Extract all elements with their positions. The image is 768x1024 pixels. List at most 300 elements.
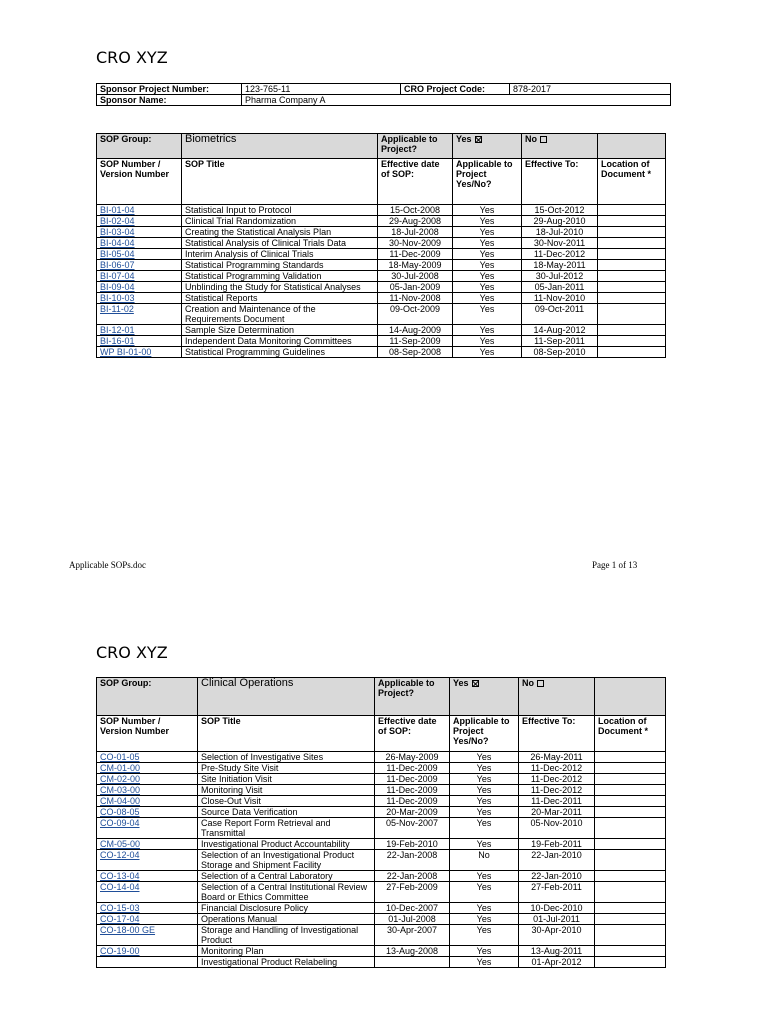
sop-number-link[interactable]: BI-09-04: [100, 282, 135, 292]
applicable-value: Yes: [476, 763, 492, 773]
effective-to-date: 18-May-2011: [533, 260, 586, 270]
table-row: [97, 249, 666, 260]
effective-to-date-cell: [522, 260, 598, 271]
sponsor-name-label: Sponsor Name:: [97, 95, 242, 106]
applicable-value: Yes: [479, 304, 495, 314]
sop-title: Statistical Programming Validation: [185, 271, 322, 281]
effective-to-date: 01-Apr-2012: [531, 957, 582, 967]
location-cell: [598, 304, 666, 325]
sop-title-cell: [182, 249, 378, 260]
table-row: [97, 807, 666, 818]
sop-number-link-cell: [97, 325, 182, 336]
sop-number-link[interactable]: BI-03-04: [100, 227, 135, 237]
sponsor-table: [96, 83, 671, 106]
sop-title-cell: [198, 957, 375, 968]
effective-to-date-cell: [519, 850, 595, 871]
applicable-value: Yes: [476, 807, 492, 817]
location-cell: [598, 347, 666, 358]
sop-number-link-cell: [97, 850, 198, 871]
effective-to-date-cell: [522, 216, 598, 227]
col-sop-number: SOP Number / Version Number: [97, 716, 198, 752]
effective-date-cell: [378, 293, 453, 304]
sop-number-link[interactable]: BI-10-03: [100, 293, 135, 303]
effective-date-cell: [378, 304, 453, 325]
effective-to-date: 11-Dec-2012: [530, 763, 583, 773]
effective-date-cell: [378, 249, 453, 260]
applicable-value: Yes: [476, 774, 492, 784]
effective-date-cell: [378, 227, 453, 238]
effective-to-date-cell: [522, 227, 598, 238]
effective-to-date: 19-Feb-2011: [531, 839, 582, 849]
table-row: [97, 850, 666, 871]
effective-date: 30-Apr-2007: [386, 925, 438, 935]
sop-number-link[interactable]: CO-19-00: [100, 946, 140, 956]
table-row: [97, 260, 666, 271]
location-cell: [598, 249, 666, 260]
effective-date: 18-Jul-2008: [391, 227, 439, 237]
effective-date-cell: [375, 914, 450, 925]
location-cell: [595, 807, 666, 818]
sop-group-name: Clinical Operations: [198, 678, 375, 716]
effective-date-cell: [378, 347, 453, 358]
applicable-value-cell: [453, 336, 522, 347]
sop-title: Selection of Investigative Sites: [201, 752, 324, 762]
effective-date-cell: [375, 903, 450, 914]
col-location: Location of Document *: [595, 716, 666, 752]
applicable-value-cell: [450, 763, 519, 774]
footer-page-number: Page 1 of 13: [592, 560, 638, 570]
applicable-value: Yes: [479, 271, 495, 281]
yes-label: Yes: [456, 134, 472, 144]
sop-number-link-cell: [97, 293, 182, 304]
sop-title: Statistical Input to Protocol: [185, 205, 292, 215]
col-effective-to: Effective To:: [519, 716, 595, 752]
cro-project-code-label: CRO Project Code:: [401, 84, 510, 95]
effective-to-date: 30-Nov-2011: [533, 238, 586, 248]
sop-number-link[interactable]: CM-03-00: [100, 785, 141, 795]
location-cell: [595, 882, 666, 903]
effective-date: 11-Dec-2009: [386, 785, 438, 795]
sop-title-cell: [198, 796, 375, 807]
table-row: [97, 282, 666, 293]
effective-to-date: 22-Jan-2010: [531, 850, 582, 860]
effective-date: 15-Oct-2008: [389, 205, 441, 215]
effective-date: 30-Nov-2009: [388, 238, 442, 248]
sop-title: Close-Out Visit: [201, 796, 261, 806]
sop-number-link[interactable]: CO-15-03: [100, 903, 140, 913]
sop-number-link-cell: [97, 752, 198, 763]
sop-number-link-cell: [97, 227, 182, 238]
sop-title: Unblinding the Study for Statistical Analyses: [185, 282, 361, 292]
page-title: CRO XYZ: [96, 643, 168, 662]
col-effective-to: Effective To:: [522, 159, 598, 205]
sop-number-link[interactable]: CO-08-05: [100, 807, 140, 817]
effective-to-date-cell: [519, 774, 595, 785]
sop-title-cell: [182, 227, 378, 238]
applicable-value: Yes: [476, 752, 492, 762]
table-row: [97, 818, 666, 839]
effective-date-cell: [375, 774, 450, 785]
effective-to-date: 18-Jul-2010: [535, 227, 584, 237]
sop-title: Creating the Statistical Analysis Plan: [185, 227, 332, 237]
applicable-value-cell: [453, 260, 522, 271]
sop-title-cell: [182, 282, 378, 293]
location-cell: [595, 903, 666, 914]
footer-filename: Applicable SOPs.doc: [69, 560, 146, 570]
effective-date-cell: [375, 946, 450, 957]
applicable-value: Yes: [479, 249, 495, 259]
applicable-value-cell: [453, 271, 522, 282]
sop-title: Sample Size Determination: [185, 325, 295, 335]
effective-date-cell: [375, 957, 450, 968]
sop-number-link-cell: [97, 882, 198, 903]
effective-to-date-cell: [519, 807, 595, 818]
location-cell: [595, 785, 666, 796]
sop-table-biometrics: [96, 133, 666, 358]
effective-date: 09-Oct-2009: [389, 304, 441, 314]
sop-title: Statistical Programming Guidelines: [185, 347, 326, 357]
sop-number-link-cell: [97, 903, 198, 914]
effective-date: 29-Aug-2008: [388, 216, 442, 226]
effective-to-date-cell: [519, 785, 595, 796]
effective-to-date-cell: [522, 293, 598, 304]
effective-to-date: 09-Oct-2011: [534, 304, 585, 314]
effective-date: 11-Dec-2009: [386, 763, 438, 773]
applicable-value-cell: [453, 227, 522, 238]
sop-number-link[interactable]: BI-06-07: [100, 260, 135, 270]
effective-date-cell: [375, 807, 450, 818]
effective-date-cell: [375, 818, 450, 839]
sop-number-link[interactable]: CO-18-00 GE: [100, 925, 156, 935]
sop-title-cell: [198, 807, 375, 818]
effective-to-date: 13-Aug-2011: [530, 946, 583, 956]
applicable-value-cell: [450, 839, 519, 850]
location-cell: [598, 336, 666, 347]
sop-number-link[interactable]: CO-14-04: [100, 882, 140, 892]
effective-to-date: 01-Jul-2011: [533, 914, 580, 924]
applicable-value-cell: [453, 249, 522, 260]
applicable-value-cell: [453, 216, 522, 227]
table-row: [97, 293, 666, 304]
applicable-value: Yes: [479, 336, 495, 346]
effective-date-cell: [378, 216, 453, 227]
sop-number-link-cell: [97, 216, 182, 227]
effective-to-date-cell: [519, 946, 595, 957]
sop-title: Clinical Trial Randomization: [185, 216, 297, 226]
checked-box-icon: [472, 680, 479, 687]
applicable-value-cell: [450, 871, 519, 882]
effective-to-date: 11-Dec-2011: [531, 796, 582, 806]
sop-title: Monitoring Visit: [201, 785, 263, 795]
applicable-value: Yes: [479, 205, 495, 215]
applicable-value-cell: [453, 304, 522, 325]
applicable-value-cell: [450, 914, 519, 925]
applicable-value-cell: [453, 293, 522, 304]
sop-number-link[interactable]: CM-02-00: [100, 774, 141, 784]
table-row: [97, 227, 666, 238]
effective-date-cell: [378, 282, 453, 293]
sop-title: Investigational Product Accountability: [201, 839, 350, 849]
effective-date: 11-Dec-2009: [389, 249, 441, 259]
sop-number-link-cell: [97, 260, 182, 271]
col-sop-title: SOP Title: [198, 716, 375, 752]
unchecked-box-icon: [540, 136, 547, 143]
effective-to-date-cell: [522, 282, 598, 293]
effective-to-date-cell: [519, 957, 595, 968]
applicable-value-cell: [450, 957, 519, 968]
sop-number-link[interactable]: BI-16-01: [100, 336, 135, 346]
sop-number-link[interactable]: CM-05-00: [100, 839, 141, 849]
effective-to-date-cell: [522, 336, 598, 347]
location-cell: [595, 818, 666, 839]
location-cell: [598, 260, 666, 271]
table-row: [97, 216, 666, 227]
sop-title-cell: [182, 336, 378, 347]
col-effective-date: Effective date of SOP:: [375, 716, 450, 752]
applicable-label: Applicable to Project?: [375, 678, 450, 716]
table-row: [97, 271, 666, 282]
table-row: [97, 882, 666, 903]
effective-date-cell: [375, 850, 450, 871]
table-row: [97, 914, 666, 925]
effective-date: 14-Aug-2009: [388, 325, 442, 335]
sop-title: Operations Manual: [201, 914, 278, 924]
table-row: [97, 903, 666, 914]
effective-date: 11-Nov-2008: [389, 293, 441, 303]
sop-title: Financial Disclosure Policy: [201, 903, 309, 913]
sop-group-label: SOP Group:: [97, 678, 198, 716]
effective-to-date: 29-Aug-2010: [533, 216, 586, 226]
sop-number-link[interactable]: CM-04-00: [100, 796, 141, 806]
location-cell: [598, 293, 666, 304]
applicable-value-cell: [450, 796, 519, 807]
yes-option: [450, 678, 519, 716]
effective-date-cell: [378, 238, 453, 249]
location-cell: [595, 752, 666, 763]
applicable-value-cell: [453, 282, 522, 293]
effective-to-date: 11-Dec-2012: [530, 774, 583, 784]
unchecked-box-icon: [537, 680, 544, 687]
sop-number-link[interactable]: BI-07-04: [100, 271, 135, 281]
yes-option: [453, 134, 522, 159]
location-cell: [595, 946, 666, 957]
applicable-value: Yes: [476, 839, 492, 849]
effective-to-date-cell: [522, 347, 598, 358]
sop-number-link[interactable]: CM-01-00: [100, 763, 141, 773]
applicable-value: Yes: [476, 925, 492, 935]
applicable-label: Applicable to Project?: [378, 134, 453, 159]
sop-number-link-cell: [97, 282, 182, 293]
effective-date: 18-May-2009: [388, 260, 442, 270]
applicable-value: No: [478, 850, 490, 860]
applicable-value: Yes: [479, 216, 495, 226]
effective-to-date-cell: [519, 752, 595, 763]
sop-number-link[interactable]: CO-12-04: [100, 850, 140, 860]
table-row: [97, 871, 666, 882]
applicable-value: Yes: [479, 325, 495, 335]
sop-title: Statistical Programming Standards: [185, 260, 324, 270]
sop-table-clinical-operations: [96, 677, 666, 968]
effective-date-cell: [378, 325, 453, 336]
table-row: [97, 336, 666, 347]
location-cell: [595, 774, 666, 785]
sop-number-link-cell: [97, 785, 198, 796]
sop-title-cell: [198, 763, 375, 774]
location-cell: [598, 282, 666, 293]
effective-to-date-cell: [519, 914, 595, 925]
effective-date: 13-Aug-2008: [385, 946, 439, 956]
effective-to-date: 30-Jul-2012: [535, 271, 584, 281]
effective-date-cell: [378, 271, 453, 282]
sop-number-link[interactable]: BI-02-04: [100, 216, 135, 226]
table-row: [97, 347, 666, 358]
sop-number-link[interactable]: BI-12-01: [100, 325, 135, 335]
sop-title: Case Report Form Retrieval and Transmittal: [201, 818, 331, 838]
sop-title-cell: [182, 271, 378, 282]
location-cell: [595, 871, 666, 882]
effective-to-date-cell: [519, 839, 595, 850]
location-cell: [598, 227, 666, 238]
applicable-value: Yes: [476, 946, 492, 956]
sop-title-cell: [182, 216, 378, 227]
sop-number-link-cell: [97, 238, 182, 249]
applicable-value-cell: [450, 882, 519, 903]
yes-label: Yes: [453, 678, 469, 688]
sop-title-cell: [182, 347, 378, 358]
applicable-value-cell: [450, 807, 519, 818]
cro-project-code: 878-2017: [510, 84, 671, 95]
effective-to-date: 30-Apr-2010: [531, 925, 582, 935]
sop-number-link[interactable]: BI-05-04: [100, 249, 135, 259]
applicable-value: Yes: [476, 871, 492, 881]
effective-to-date-cell: [522, 304, 598, 325]
sop-number-link-cell: [97, 336, 182, 347]
effective-date-cell: [375, 839, 450, 850]
effective-to-date: 05-Jan-2011: [534, 282, 585, 292]
sop-number-link-cell: [97, 774, 198, 785]
applicable-value: Yes: [476, 957, 492, 967]
location-cell: [595, 850, 666, 871]
table-row: [97, 946, 666, 957]
sop-title-cell: [182, 304, 378, 325]
sop-title: Selection of a Central Institutional Review Board or Ethics Committee: [201, 882, 368, 902]
effective-to-date: 10-Dec-2010: [530, 903, 583, 913]
location-cell: [598, 325, 666, 336]
effective-to-date: 14-Aug-2012: [533, 325, 586, 335]
effective-to-date: 20-Mar-2011: [531, 807, 582, 817]
effective-to-date: 11-Dec-2012: [533, 249, 586, 259]
location-cell: [598, 238, 666, 249]
sop-title-cell: [182, 325, 378, 336]
sop-title: Monitoring Plan: [201, 946, 264, 956]
effective-date: 20-Mar-2009: [386, 807, 438, 817]
applicable-value: Yes: [479, 282, 495, 292]
sop-number-link[interactable]: BI-01-04: [100, 205, 135, 215]
applicable-value-cell: [453, 205, 522, 216]
location-cell: [595, 796, 666, 807]
effective-to-date: 05-Nov-2010: [530, 818, 583, 828]
effective-date: 19-Feb-2010: [386, 839, 438, 849]
sop-title-cell: [198, 839, 375, 850]
sop-number-link[interactable]: CO-01-05: [100, 752, 140, 762]
effective-to-date-cell: [522, 249, 598, 260]
sop-title-cell: [198, 871, 375, 882]
applicable-value: Yes: [476, 818, 492, 828]
sop-number-link-cell: [97, 914, 198, 925]
applicable-value: Yes: [479, 293, 495, 303]
effective-date: 05-Nov-2007: [385, 818, 439, 828]
sop-title-cell: [182, 260, 378, 271]
effective-to-date-cell: [519, 882, 595, 903]
sop-number-link[interactable]: CO-17-04: [100, 914, 140, 924]
effective-date-cell: [375, 763, 450, 774]
applicable-value-cell: [450, 774, 519, 785]
effective-date-cell: [375, 882, 450, 903]
effective-date: 11-Sep-2009: [389, 336, 441, 346]
sop-group-label: SOP Group:: [97, 134, 182, 159]
applicable-value: Yes: [476, 903, 492, 913]
effective-to-date: 27-Feb-2011: [531, 882, 582, 892]
table-row: [97, 839, 666, 850]
sop-title: Storage and Handling of Investigational Product: [201, 925, 359, 945]
location-cell: [598, 271, 666, 282]
effective-date-cell: [378, 205, 453, 216]
sop-group-name: Biometrics: [182, 134, 378, 159]
applicable-value-cell: [450, 925, 519, 946]
table-row: [97, 325, 666, 336]
applicable-value-cell: [450, 903, 519, 914]
effective-date-cell: [378, 336, 453, 347]
table-row: [97, 205, 666, 216]
col-applicable: Applicable to Project Yes/No?: [453, 159, 522, 205]
applicable-value-cell: [453, 238, 522, 249]
sop-number-link[interactable]: BI-04-04: [100, 238, 135, 248]
effective-date-cell: [375, 785, 450, 796]
effective-to-date: 08-Sep-2010: [533, 347, 586, 357]
sop-number-link[interactable]: BI-11-02: [100, 304, 134, 314]
sop-number-link[interactable]: CO-13-04: [100, 871, 140, 881]
sop-title-cell: [198, 946, 375, 957]
sop-title-cell: [198, 850, 375, 871]
location-cell: [598, 216, 666, 227]
location-cell: [595, 925, 666, 946]
effective-date: 01-Jul-2008: [388, 914, 436, 924]
sop-title: Statistical Analysis of Clinical Trials Data: [185, 238, 347, 248]
effective-to-date-cell: [522, 325, 598, 336]
page-title: CRO XYZ: [96, 48, 168, 67]
no-option: [522, 134, 598, 159]
effective-to-date-cell: [519, 925, 595, 946]
sop-number-link-cell: [97, 957, 198, 968]
sop-title: Interim Analysis of Clinical Trials: [185, 249, 314, 259]
applicable-value-cell: [450, 946, 519, 957]
col-effective-date: Effective date of SOP:: [378, 159, 453, 205]
no-label: No: [522, 678, 534, 688]
checked-box-icon: [475, 136, 482, 143]
sop-number-link[interactable]: CO-09-04: [100, 818, 140, 828]
table-row: [97, 957, 666, 968]
location-cell: [598, 205, 666, 216]
sop-number-link-cell: [97, 347, 182, 358]
sop-number-link[interactable]: WP BI-01-00: [100, 347, 152, 357]
effective-date: 26-May-2009: [385, 752, 439, 762]
effective-date-cell: [378, 260, 453, 271]
effective-date: 08-Sep-2008: [388, 347, 442, 357]
effective-to-date-cell: [519, 903, 595, 914]
sop-title-cell: [198, 914, 375, 925]
sop-title: Selection of a Central Laboratory: [201, 871, 333, 881]
sop-number-link-cell: [97, 818, 198, 839]
